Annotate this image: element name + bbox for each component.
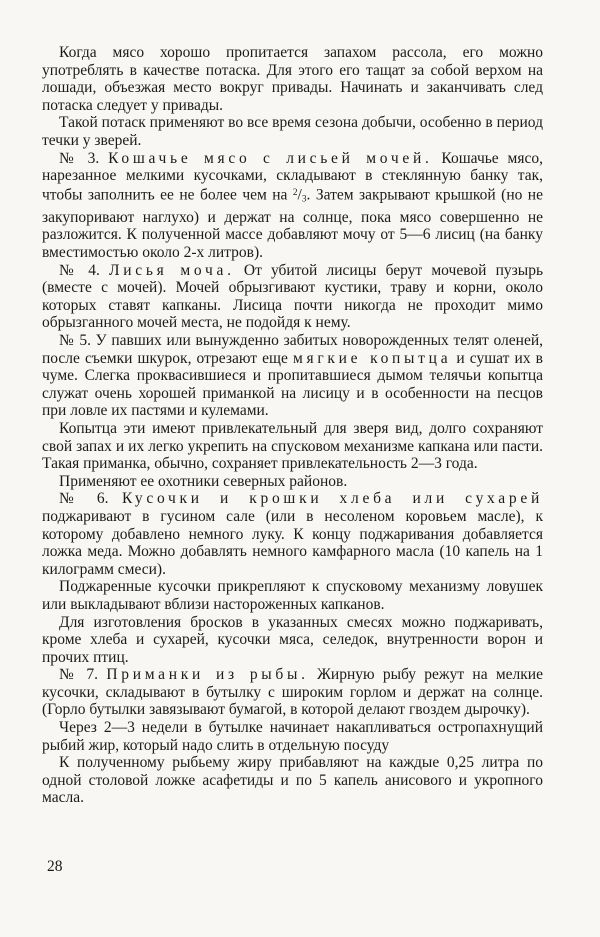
text-segment: Кошачье мясо, нарезанное мелкими кусочками, складывают в стеклянную банку так, чтобы заполнить ее не более чем на [42, 149, 543, 204]
text-segment: № 5. У павших или вынужденно забитых новорожденных телят оленей, после съемки шкурок, отрезают еще [42, 332, 543, 367]
text-segment: Поджаренные кусочки прикрепляют к спусковому механизму ловушек или выкладывают вблизи настороженных капканов. [42, 578, 543, 613]
text-segment: Для изготовления бросков в указанных смесях можно поджаривать, кроме хлеба и сухарей, кусочки мяса, селедок, внутренности ворон и прочих птиц. [42, 613, 543, 666]
text-segment: Через 2—3 недели в бутылке начинает накапливаться остропахнущий рыбий жир, который надо слить в отдельную посуду [42, 719, 543, 754]
text-segment: / [297, 186, 302, 204]
letterspaced-emphasis-text: Кусочки и крошки хлеба или сухарей [122, 490, 543, 508]
text-segment: № 4. [59, 261, 110, 279]
paragraph-4 [42, 262, 543, 332]
text-segment: 2 [292, 187, 298, 198]
text-segment: № 7. [59, 666, 107, 684]
paragraph-12 [42, 719, 543, 754]
text-segment: Когда мясо хорошо пропитается запахом рассола, его можно употреблять в качестве потаска. Для этого его тащат за собой верхом на лошади, объезжая место вокруг привады. Начинать и заканчивать след потаска следует у привады. [42, 44, 543, 114]
text-segment: 3 [301, 194, 307, 205]
paragraph-8 [42, 490, 543, 578]
text-segment: поджаривают в гусином сале (или в несоленом коровьем масле), к которому добавлено немного луку. К концу поджаривания добавляется ложка меда. Можно добавлять немного камфарного масла (10 капель на 1 килограмм смеси). [42, 507, 543, 578]
paragraph-1 [42, 44, 543, 114]
text-segment: Копытца эти имеют привлекательный для зверя вид, долго сохраняют свой запах и их легко укрепить на спусковом механизме капкана или пасти. Такая приманка, обычно, сохраняет привлекательность 2—3 года. [42, 419, 543, 473]
text-segment: № 6. [59, 490, 122, 508]
text-segment: . Затем закрывают крышкой (но не закупоривают наглухо) и держат на солнце, пока мясо совершенно не разложится. К полученной массе добавляют мочу от 5—6 лисиц (на банку вместимостью около 2-х литров). [42, 186, 543, 262]
paragraph-10 [42, 614, 543, 667]
text-segment: От убитой лисицы берут мочевой пузырь (вместе с мочей). Мочей обрызгивают кустики, траву и корни, около которых ставят капканы. Лисица почти никогда не проходит мимо обрызганного мочей места, не подойдя к нему. [42, 261, 544, 332]
text-segment: и сушат их в чуме. Слегка проквасившиеся и пропитавшиеся дымом телячьи копытца служат очень хорошей приманкой на лисицу и в особенности на песцов при ловле их пастями и кулемами. [42, 349, 543, 420]
letterspaced-emphasis-text: Приманки из рыбы. [106, 666, 309, 684]
text-segment: Такой потаск применяют во все время сезона добычи, особенно в период течки у зверей. [42, 114, 543, 149]
paragraph-7 [42, 473, 543, 491]
page-number: 28 [47, 858, 63, 875]
paragraph-6 [42, 420, 543, 473]
text-segment: № 3. [59, 149, 109, 167]
paragraph-5 [42, 332, 543, 420]
paragraph-2 [42, 114, 543, 149]
paragraph-3 [42, 150, 543, 262]
letterspaced-emphasis-text: Лисья моча. [109, 261, 235, 279]
paragraph-11 [42, 666, 543, 719]
paragraph-9 [42, 578, 543, 613]
letterspaced-emphasis-text: Кошачье мясо с лисьей мочей. [108, 149, 433, 167]
text-block [42, 44, 543, 807]
text-segment: К полученному рыбьему жиру прибавляют на каждые 0,25 литра по одной столовой ложке асафетиды и по 5 капель анисового и укропного масла. [42, 754, 543, 807]
letterspaced-emphasis-text: мягкие копытца [292, 349, 452, 367]
text-segment: Применяют ее охотники северных районов. [59, 472, 348, 490]
paragraph-13 [42, 754, 543, 807]
text-segment: Жирную рыбу режут на мелкие кусочки, складывают в бутылку с широким горлом и держат на солнце. (Горло бутылки завязывают бумагой, в которой делают гвоздем дырочку). [42, 666, 543, 719]
